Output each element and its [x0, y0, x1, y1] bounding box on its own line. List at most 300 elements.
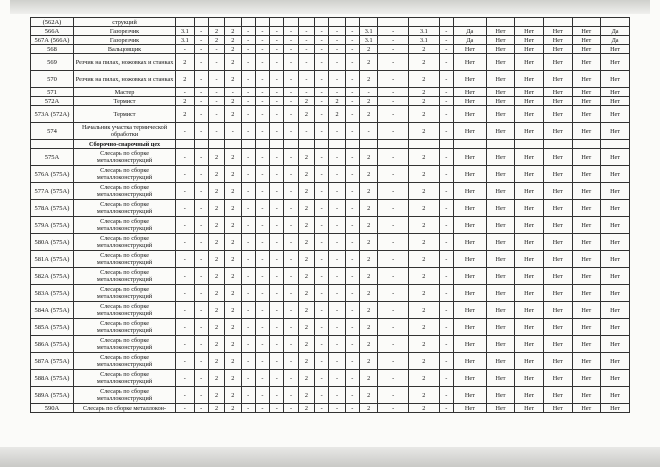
value-cell: Нет: [601, 149, 630, 166]
value-cell: Нет: [515, 336, 544, 353]
value-cell: -: [284, 404, 298, 413]
value-cell: [284, 140, 298, 149]
value-cell: Нет: [601, 97, 630, 106]
value-cell: -: [255, 200, 269, 217]
workplace-code-cell: 575А: [31, 149, 74, 166]
value-cell: [378, 18, 409, 27]
value-cell: -: [315, 123, 329, 140]
value-cell: 2: [359, 302, 377, 319]
profession-name-cell: Начальник участка термической обработки: [73, 123, 175, 140]
value-cell: Нет: [572, 123, 601, 140]
value-cell: -: [255, 166, 269, 183]
value-cell: 2: [225, 200, 241, 217]
value-cell: 2: [329, 97, 345, 106]
value-cell: Нет: [601, 387, 630, 404]
workplace-code-cell: 570: [31, 71, 74, 88]
value-cell: Нет: [572, 36, 601, 45]
value-cell: 2: [298, 166, 314, 183]
table-row: [31, 251, 630, 268]
value-cell: -: [270, 404, 284, 413]
value-cell: -: [194, 166, 208, 183]
value-cell: [329, 140, 345, 149]
value-cell: -: [241, 353, 255, 370]
value-cell: -: [208, 88, 224, 97]
value-cell: 2: [359, 149, 377, 166]
value-cell: -: [284, 336, 298, 353]
value-cell: 2: [359, 71, 377, 88]
value-cell: -: [439, 370, 453, 387]
value-cell: -: [315, 88, 329, 97]
table-row: [31, 166, 630, 183]
value-cell: -: [270, 97, 284, 106]
value-cell: Нет: [601, 71, 630, 88]
value-cell: -: [315, 45, 329, 54]
table-row: [31, 387, 630, 404]
value-cell: Нет: [543, 27, 572, 36]
value-cell: 2: [225, 106, 241, 123]
value-cell: 2: [409, 285, 440, 302]
value-cell: [176, 140, 194, 149]
value-cell: Нет: [453, 251, 486, 268]
table-row: [31, 149, 630, 166]
value-cell: -: [439, 353, 453, 370]
value-cell: -: [284, 285, 298, 302]
value-cell: Нет: [572, 183, 601, 200]
value-cell: -: [329, 200, 345, 217]
value-cell: -: [329, 45, 345, 54]
value-cell: 2: [359, 353, 377, 370]
value-cell: Да: [601, 27, 630, 36]
value-cell: -: [241, 71, 255, 88]
value-cell: -: [194, 27, 208, 36]
value-cell: -: [298, 36, 314, 45]
value-cell: -: [329, 404, 345, 413]
value-cell: -: [315, 370, 329, 387]
profession-name-cell: Слесарь по сборке металлоконструкций: [73, 319, 175, 336]
value-cell: -: [315, 404, 329, 413]
profession-name-cell: Резчик на пилах, ножовках и станках: [73, 54, 175, 71]
value-cell: Нет: [543, 149, 572, 166]
value-cell: -: [255, 54, 269, 71]
value-cell: -: [378, 285, 409, 302]
value-cell: 2: [225, 149, 241, 166]
value-cell: -: [241, 370, 255, 387]
value-cell: 2: [359, 166, 377, 183]
value-cell: -: [241, 149, 255, 166]
value-cell: 2: [359, 234, 377, 251]
value-cell: [515, 140, 544, 149]
value-cell: -: [241, 45, 255, 54]
value-cell: Нет: [572, 106, 601, 123]
value-cell: -: [176, 268, 194, 285]
value-cell: -: [284, 36, 298, 45]
value-cell: -: [315, 319, 329, 336]
value-cell: -: [345, 404, 359, 413]
value-cell: [439, 140, 453, 149]
profession-name-cell: Вальцовщик: [73, 45, 175, 54]
workplace-code-cell: 582А (575А): [31, 268, 74, 285]
value-cell: Нет: [572, 302, 601, 319]
value-cell: -: [270, 302, 284, 319]
value-cell: Нет: [572, 285, 601, 302]
value-cell: Нет: [486, 45, 515, 54]
value-cell: 2: [208, 217, 224, 234]
value-cell: Нет: [486, 336, 515, 353]
value-cell: -: [345, 217, 359, 234]
value-cell: 2: [208, 285, 224, 302]
value-cell: -: [194, 302, 208, 319]
value-cell: 2: [409, 54, 440, 71]
value-cell: -: [378, 404, 409, 413]
value-cell: 2: [409, 166, 440, 183]
value-cell: 2: [359, 54, 377, 71]
value-cell: Нет: [543, 268, 572, 285]
value-cell: -: [194, 97, 208, 106]
value-cell: -: [194, 54, 208, 71]
value-cell: -: [345, 234, 359, 251]
value-cell: -: [329, 268, 345, 285]
value-cell: -: [378, 27, 409, 36]
value-cell: Нет: [601, 123, 630, 140]
value-cell: -: [284, 149, 298, 166]
profession-name-cell: Сборочно-сварочный цех: [73, 140, 175, 149]
value-cell: 2: [298, 302, 314, 319]
value-cell: [270, 18, 284, 27]
value-cell: -: [315, 27, 329, 36]
value-cell: Нет: [543, 353, 572, 370]
value-cell: -: [241, 200, 255, 217]
value-cell: 2: [225, 97, 241, 106]
value-cell: -: [439, 45, 453, 54]
value-cell: 3.1: [409, 27, 440, 36]
value-cell: Нет: [543, 234, 572, 251]
value-cell: -: [378, 268, 409, 285]
value-cell: Нет: [543, 370, 572, 387]
value-cell: -: [176, 387, 194, 404]
value-cell: -: [378, 36, 409, 45]
value-cell: -: [270, 45, 284, 54]
workplace-code-cell: 567А (566А): [31, 36, 74, 45]
value-cell: Нет: [486, 97, 515, 106]
value-cell: -: [176, 336, 194, 353]
value-cell: 2: [298, 353, 314, 370]
value-cell: Нет: [453, 106, 486, 123]
table-row: [31, 54, 630, 71]
value-cell: -: [270, 123, 284, 140]
value-cell: -: [194, 387, 208, 404]
table-row: [31, 336, 630, 353]
value-cell: 2: [298, 251, 314, 268]
value-cell: -: [329, 71, 345, 88]
value-cell: -: [439, 97, 453, 106]
value-cell: 2: [176, 97, 194, 106]
value-cell: Нет: [572, 97, 601, 106]
value-cell: [453, 18, 486, 27]
scan-bottom-edge: [0, 447, 660, 467]
profession-name-cell: Термист: [73, 106, 175, 123]
value-cell: -: [345, 353, 359, 370]
value-cell: Нет: [515, 36, 544, 45]
value-cell: -: [255, 106, 269, 123]
profession-name-cell: Слесарь по сборке металлокон-: [73, 404, 175, 413]
value-cell: 2: [176, 54, 194, 71]
value-cell: Нет: [572, 88, 601, 97]
value-cell: Нет: [486, 166, 515, 183]
value-cell: -: [270, 353, 284, 370]
value-cell: 2: [409, 45, 440, 54]
value-cell: 2: [298, 217, 314, 234]
value-cell: [225, 18, 241, 27]
profession-name-cell: Слесарь по сборке металлоконструкций: [73, 200, 175, 217]
value-cell: Нет: [543, 336, 572, 353]
value-cell: -: [378, 336, 409, 353]
value-cell: -: [255, 336, 269, 353]
value-cell: Нет: [486, 387, 515, 404]
value-cell: 2: [225, 404, 241, 413]
value-cell: Нет: [486, 71, 515, 88]
scan-top-edge: [10, 0, 650, 14]
table-row: [31, 217, 630, 234]
value-cell: -: [378, 319, 409, 336]
value-cell: Нет: [572, 149, 601, 166]
value-cell: 2: [359, 387, 377, 404]
value-cell: 2: [359, 319, 377, 336]
value-cell: 2: [409, 370, 440, 387]
value-cell: Нет: [515, 88, 544, 97]
value-cell: [409, 18, 440, 27]
value-cell: 2: [208, 36, 224, 45]
value-cell: -: [329, 319, 345, 336]
value-cell: -: [241, 319, 255, 336]
value-cell: Нет: [453, 234, 486, 251]
value-cell: -: [255, 370, 269, 387]
workplace-code-cell: 566А: [31, 27, 74, 36]
value-cell: 2: [409, 319, 440, 336]
value-cell: -: [255, 285, 269, 302]
value-cell: -: [284, 353, 298, 370]
value-cell: -: [439, 166, 453, 183]
value-cell: -: [255, 123, 269, 140]
value-cell: -: [255, 88, 269, 97]
value-cell: Нет: [515, 166, 544, 183]
value-cell: -: [270, 319, 284, 336]
value-cell: -: [298, 88, 314, 97]
value-cell: Нет: [515, 268, 544, 285]
value-cell: -: [378, 123, 409, 140]
value-cell: -: [345, 251, 359, 268]
value-cell: Нет: [601, 54, 630, 71]
value-cell: -: [241, 123, 255, 140]
value-cell: Нет: [515, 319, 544, 336]
profession-name-cell: струкций: [73, 18, 175, 27]
value-cell: Нет: [543, 54, 572, 71]
table-row: [31, 285, 630, 302]
value-cell: -: [329, 370, 345, 387]
value-cell: -: [378, 71, 409, 88]
value-cell: -: [315, 336, 329, 353]
value-cell: -: [378, 387, 409, 404]
value-cell: Нет: [486, 106, 515, 123]
value-cell: Нет: [486, 370, 515, 387]
value-cell: Нет: [515, 251, 544, 268]
value-cell: Нет: [486, 319, 515, 336]
value-cell: 2: [409, 336, 440, 353]
workplace-code-cell: 581А (575А): [31, 251, 74, 268]
value-cell: Нет: [601, 404, 630, 413]
value-cell: 2: [298, 285, 314, 302]
value-cell: -: [345, 336, 359, 353]
value-cell: -: [241, 97, 255, 106]
table-row: [31, 123, 630, 140]
profession-name-cell: Слесарь по сборке металлоконструкций: [73, 285, 175, 302]
profession-name-cell: Слесарь по сборке металлоконструкций: [73, 370, 175, 387]
value-cell: Нет: [486, 404, 515, 413]
value-cell: [515, 18, 544, 27]
value-cell: -: [176, 200, 194, 217]
value-cell: [453, 140, 486, 149]
value-cell: -: [270, 370, 284, 387]
value-cell: -: [345, 36, 359, 45]
value-cell: Нет: [601, 88, 630, 97]
workplace-code-cell: 571: [31, 88, 74, 97]
value-cell: -: [345, 97, 359, 106]
table-row: [31, 302, 630, 319]
value-cell: Нет: [601, 285, 630, 302]
value-cell: -: [194, 319, 208, 336]
value-cell: Да: [601, 36, 630, 45]
workplace-code-cell: [31, 140, 74, 149]
value-cell: 2: [359, 106, 377, 123]
value-cell: Нет: [543, 302, 572, 319]
value-cell: -: [439, 54, 453, 71]
value-cell: [572, 140, 601, 149]
value-cell: Нет: [515, 123, 544, 140]
value-cell: -: [270, 268, 284, 285]
value-cell: -: [241, 54, 255, 71]
value-cell: -: [378, 149, 409, 166]
value-cell: 2: [225, 45, 241, 54]
value-cell: -: [194, 268, 208, 285]
workplace-code-cell: 579А (575А): [31, 217, 74, 234]
table-row: [31, 18, 630, 27]
value-cell: [298, 18, 314, 27]
value-cell: [543, 18, 572, 27]
value-cell: 2: [225, 217, 241, 234]
value-cell: -: [439, 268, 453, 285]
value-cell: -: [176, 217, 194, 234]
value-cell: Нет: [543, 183, 572, 200]
value-cell: -: [270, 54, 284, 71]
value-cell: -: [284, 123, 298, 140]
value-cell: Нет: [543, 71, 572, 88]
value-cell: [409, 140, 440, 149]
value-cell: -: [176, 149, 194, 166]
profession-name-cell: Слесарь по сборке металлоконструкций: [73, 166, 175, 183]
value-cell: -: [255, 268, 269, 285]
value-cell: Нет: [486, 27, 515, 36]
value-cell: -: [176, 302, 194, 319]
value-cell: 2: [409, 268, 440, 285]
table-row: [31, 200, 630, 217]
value-cell: -: [176, 285, 194, 302]
value-cell: -: [329, 183, 345, 200]
value-cell: -: [345, 302, 359, 319]
value-cell: -: [194, 200, 208, 217]
value-cell: -: [345, 71, 359, 88]
value-cell: -: [329, 166, 345, 183]
workplace-code-cell: 589А (575А): [31, 387, 74, 404]
value-cell: 2: [208, 251, 224, 268]
value-cell: Нет: [486, 217, 515, 234]
value-cell: Нет: [601, 183, 630, 200]
value-cell: [241, 18, 255, 27]
value-cell: 2: [208, 353, 224, 370]
value-cell: -: [270, 88, 284, 97]
value-cell: -: [241, 251, 255, 268]
value-cell: -: [241, 234, 255, 251]
value-cell: Нет: [543, 36, 572, 45]
value-cell: Нет: [453, 88, 486, 97]
value-cell: -: [194, 234, 208, 251]
value-cell: -: [439, 217, 453, 234]
value-cell: Нет: [601, 217, 630, 234]
value-cell: -: [315, 36, 329, 45]
value-cell: Нет: [453, 54, 486, 71]
table-body: [31, 18, 630, 413]
value-cell: -: [359, 123, 377, 140]
table-row: [31, 319, 630, 336]
profession-name-cell: Резчик на пилах, ножовках и станках: [73, 71, 175, 88]
value-cell: -: [359, 88, 377, 97]
value-cell: -: [241, 88, 255, 97]
value-cell: -: [241, 285, 255, 302]
value-cell: 2: [359, 251, 377, 268]
value-cell: 2: [359, 336, 377, 353]
value-cell: Нет: [453, 149, 486, 166]
value-cell: -: [345, 123, 359, 140]
value-cell: 2: [409, 106, 440, 123]
value-cell: -: [194, 149, 208, 166]
value-cell: -: [194, 45, 208, 54]
value-cell: -: [284, 251, 298, 268]
value-cell: Нет: [543, 387, 572, 404]
value-cell: [225, 140, 241, 149]
value-cell: 2: [298, 404, 314, 413]
value-cell: Нет: [515, 302, 544, 319]
value-cell: 2: [225, 36, 241, 45]
value-cell: 2: [409, 71, 440, 88]
value-cell: -: [439, 387, 453, 404]
value-cell: -: [378, 183, 409, 200]
value-cell: [439, 18, 453, 27]
value-cell: -: [378, 370, 409, 387]
value-cell: -: [329, 217, 345, 234]
value-cell: -: [345, 166, 359, 183]
value-cell: -: [345, 200, 359, 217]
value-cell: -: [315, 97, 329, 106]
value-cell: -: [270, 217, 284, 234]
value-cell: -: [194, 370, 208, 387]
value-cell: -: [439, 27, 453, 36]
value-cell: -: [255, 302, 269, 319]
value-cell: -: [255, 387, 269, 404]
value-cell: 2: [409, 123, 440, 140]
value-cell: Нет: [543, 404, 572, 413]
value-cell: Нет: [453, 336, 486, 353]
value-cell: Нет: [453, 97, 486, 106]
value-cell: -: [378, 97, 409, 106]
value-cell: -: [284, 217, 298, 234]
